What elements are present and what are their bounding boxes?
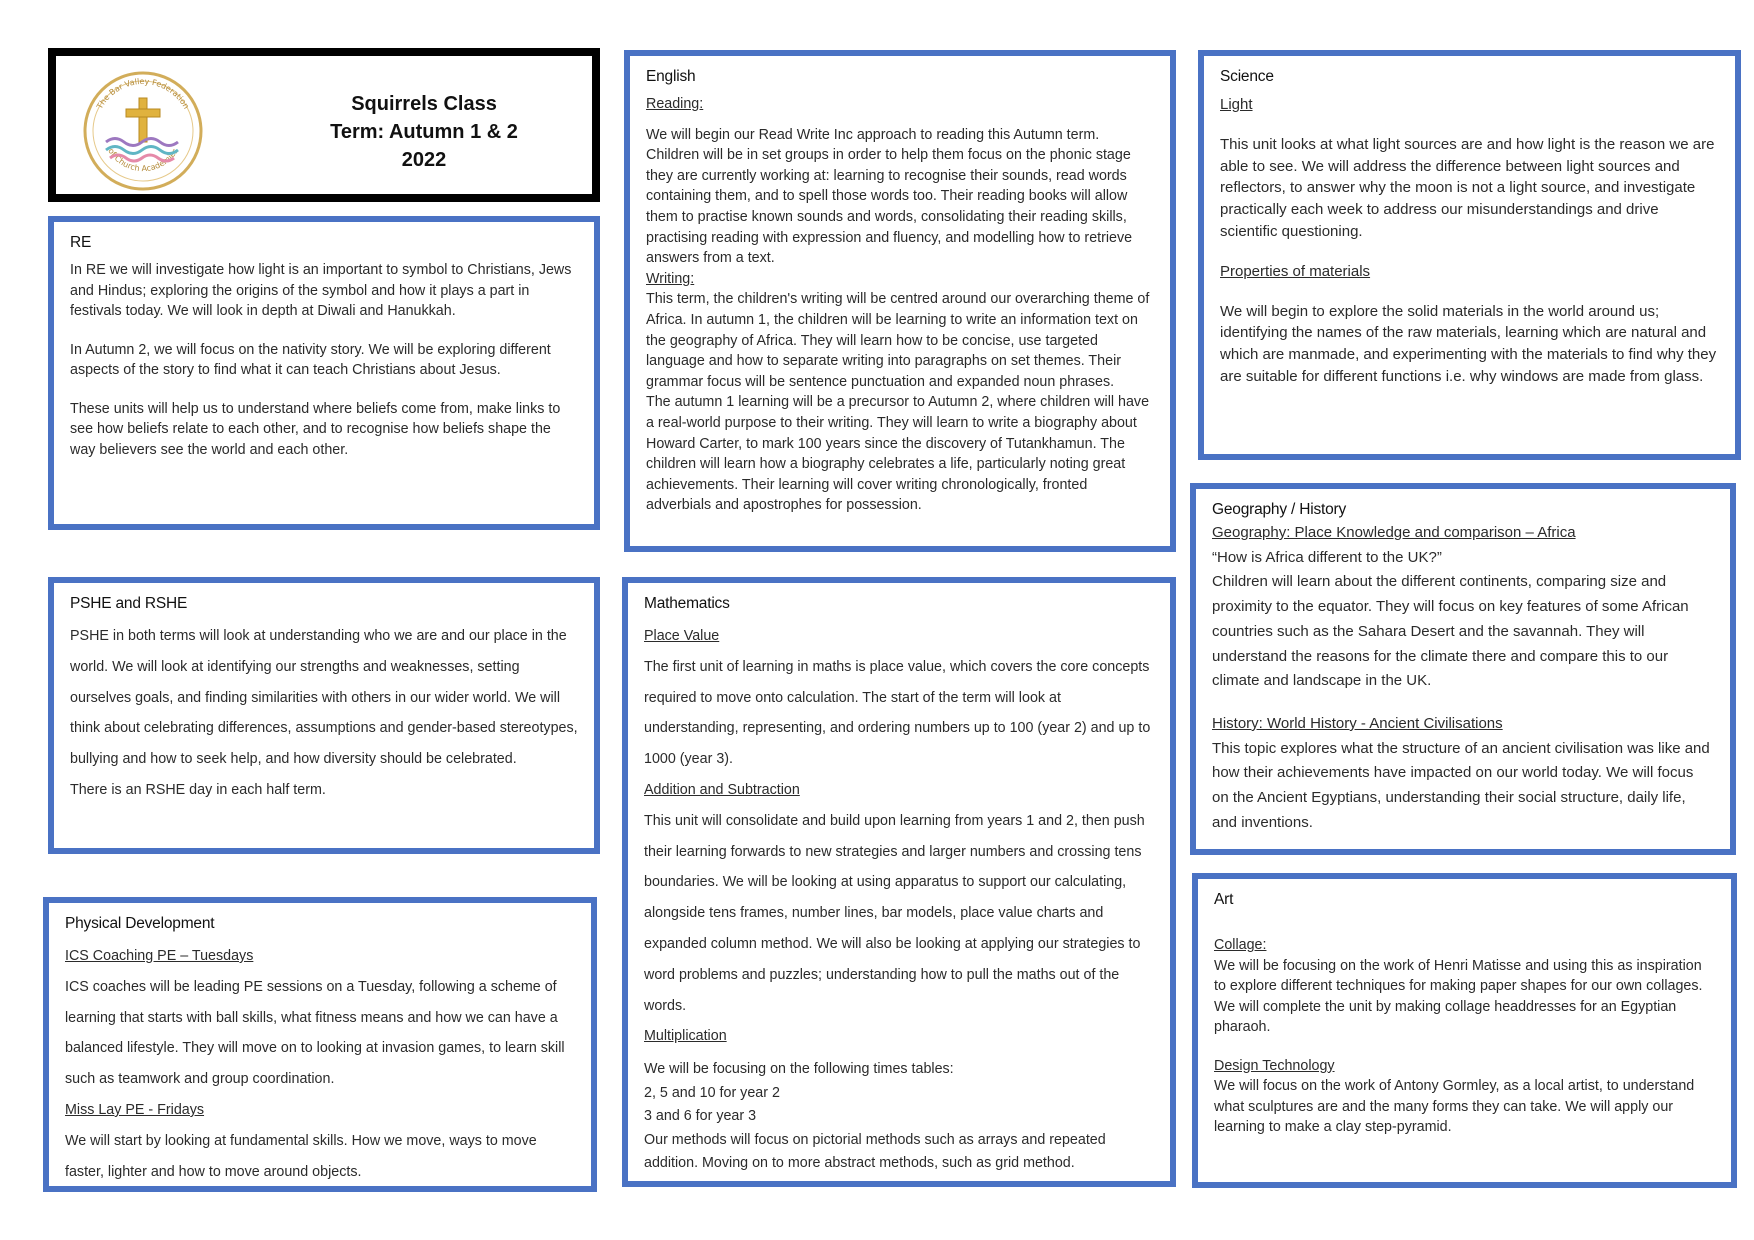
pd-subheading-1: ICS Coaching PE – Tuesdays	[65, 948, 254, 964]
art-text-dt: We will focus on the work of Antony Gormley, as a local artist, to understand what sculptures are and the many forms they can take. We will apply our learning to make a clay step-pyramid.	[1214, 1078, 1695, 1135]
maths-subheading-multiplication: Multiplication	[644, 1028, 727, 1045]
pshe-heading: PSHE and RSHE	[70, 595, 188, 612]
english-text-writing-1: This term, the children's writing will be centred around our overarching theme of Africa. In autumn 1, the children will be learning to write an information text on the geography of Africa. They will learn how to be concise, use targeted language and how to separate writing into paragraphs on set themes. Their grammar focus will be sentence punctuation and expanded noun phrases.	[646, 291, 1150, 390]
re-text-1: In RE we will investigate how light is an important to symbol to Christians, Jews and Hindus; exploring the origins of the symbol and how it plays a part in festivals today. We will look in depth at Diwali and Hanukkah.	[70, 262, 572, 319]
maths-text-addition: This unit will consolidate and build upon learning from years 1 and 2, then push their learning forwards to new strategies and larger numbers and crossing tens boundaries. We will be looking at using apparatus to support our calculating, alongside tens frames, number lines, bar models, place value charts and expanded column method. We will also be looking at applying our strategies to word problems and puzzles; understanding how to pull the maths out of the words.	[644, 812, 1145, 1014]
year-label: 2022	[401, 149, 447, 171]
maths-text-place-value: The first unit of learning in maths is place value, which covers the core concepts required to move onto calculation. The start of the term will look at understanding, representing, and ordering numbers up to 100 (year 2) and up to 1000 (year 3).	[644, 658, 1151, 768]
pd-box	[43, 897, 597, 1192]
pd-text-2: We will start by looking at fundamental skills. How we move, ways to move faster, lighter and how to move around objects.	[65, 1132, 537, 1180]
maths-text-year3: 3 and 6 for year 3	[644, 1108, 757, 1125]
pshe-box	[48, 577, 600, 854]
maths-text-times-tables: We will be focusing on the following times tables:	[644, 1061, 954, 1078]
svg-text:of Church Academies: of Church Academies	[106, 146, 180, 174]
pd-subheading-2: Miss Lay PE - Fridays	[65, 1101, 205, 1118]
school-logo-icon	[82, 70, 204, 192]
maths-subheading-place-value: Place Value	[644, 628, 720, 644]
art-text-collage: We will be focusing on the work of Henri Matisse and using this as inspiration to explore different techniques for making paper shapes for our own collages. We will complete the unit by making collage headdresses for an Egyptian pharaoh.	[1214, 957, 1703, 1035]
maths-box	[622, 577, 1176, 1187]
maths-subheading-addition: Addition and Subtraction	[644, 781, 800, 798]
re-text-2: In Autumn 2, we will focus on the nativity story. We will be exploring different aspects of the story to find what it can teach Christians about Jesus.	[70, 341, 551, 378]
geography-history-heading: Geography / History	[1212, 501, 1347, 518]
title-box	[48, 48, 600, 202]
maths-text-methods: Our methods will focus on pictorial methods such as arrays and repeated addition. Moving on to more abstract methods, such as grid method.	[644, 1131, 1106, 1172]
english-heading: English	[646, 68, 696, 85]
term-label: Term: Autumn 1 & 2	[330, 121, 518, 143]
art-subheading-dt: Design Technology	[1214, 1057, 1335, 1074]
re-heading: RE	[70, 234, 92, 251]
science-subheading-materials: Properties of materials	[1220, 262, 1371, 280]
science-heading: Science	[1220, 68, 1274, 85]
english-text-reading: We will begin our Read Write Inc approach to reading this Autumn term. Children will be in set groups in order to help them focus on the phonic stage they are currently working at: learning to recognise their sounds, read words containing them, and to spell those words too. Their reading books will allow them to practise known sounds and words, consolidating their reading skills, practising reading with expression and fluency, and modelling how to retrieve answers from a text.	[646, 126, 1133, 267]
english-subheading-writing: Writing:	[646, 270, 695, 287]
english-box	[624, 50, 1176, 552]
history-text: This topic explores what the structure of an ancient civilisation was like and how their achievements have impacted on our world today. We will focus on the Ancient Egyptians, understanding their social structure, daily life, and inventions.	[1212, 739, 1710, 831]
science-box	[1198, 50, 1741, 460]
english-subheading-reading: Reading:	[646, 96, 704, 112]
geography-subheading: Geography: Place Knowledge and comparison – Africa	[1212, 524, 1576, 541]
science-text-materials: We will begin to explore the solid materials in the world around us; identifying the names of the raw materials, learning which are natural and which are manmade, and experimenting with the materials to find why they are suitable for different functions i.e. why windows are made from glass.	[1220, 302, 1717, 385]
art-subheading-collage: Collage:	[1214, 937, 1267, 953]
art-box	[1192, 873, 1737, 1188]
maths-heading: Mathematics	[644, 595, 730, 612]
geography-history-box	[1190, 483, 1736, 855]
pd-heading: Physical Development	[65, 915, 215, 932]
pshe-text-1: PSHE in both terms will look at understanding who we are and our place in the world. We will look at identifying our strengths and weaknesses, setting ourselves goals, and finding similarities with others in our wider world. We will think about celebrating differences, assumptions and gender-based stereotypes, bullying and how to seek help, and how diversity should be celebrated.	[70, 628, 578, 768]
class-name: Squirrels Class	[351, 93, 497, 115]
geography-text: Children will learn about the different continents, comparing size and proximity to the equator. They will focus on key features of some African countries such as the Sahara Desert and the savannah. They will understand the reasons for the climate there and compare this to our climate and landscape in the UK.	[1212, 573, 1689, 690]
re-text-3: These units will help us to understand where beliefs come from, make links to see how beliefs relate to each other, and to recognise how beliefs shape the way believers see the world and each other.	[70, 400, 561, 458]
geography-question: “How is Africa different to the UK?”	[1212, 548, 1442, 566]
science-subheading-light: Light	[1220, 96, 1253, 113]
pd-text-1: ICS coaches will be leading PE sessions on a Tuesday, following a scheme of learning that starts with ball skills, what fitness means and how we can have a balanced lifestyle. They will move on to looking at invasion games, to learn skill such as teamwork and group coordination.	[65, 978, 565, 1088]
science-text-light: This unit looks at what light sources are and how light is the reason we are able to see. We will address the difference between light sources and reflectors, to answer why the moon is not a light source, and investigate practically each week to address our misunderstandings and drive scientific questioning.	[1220, 135, 1715, 240]
re-box	[48, 216, 600, 530]
pshe-text-2: There is an RSHE day in each half term.	[70, 781, 326, 798]
history-subheading: History: World History - Ancient Civilisations	[1212, 714, 1503, 732]
english-text-writing-2: The autumn 1 learning will be a precursor to Autumn 2, where children will have a real-world purpose to their writing. They will learn to write a biography about Howard Carter, to mark 100 years since the discovery of Tutankhamun. The children will learn how a biography celebrates a life, particularly noting great achievements. Their learning will cover writing chronologically, fronted adverbials and apostrophes for possession.	[646, 394, 1150, 514]
art-heading: Art	[1214, 891, 1234, 908]
maths-text-year2: 2, 5 and 10 for year 2	[644, 1084, 780, 1101]
title-block	[256, 90, 592, 174]
svg-text:The Bar Valley Federation: The Bar Valley Federation	[95, 76, 191, 111]
